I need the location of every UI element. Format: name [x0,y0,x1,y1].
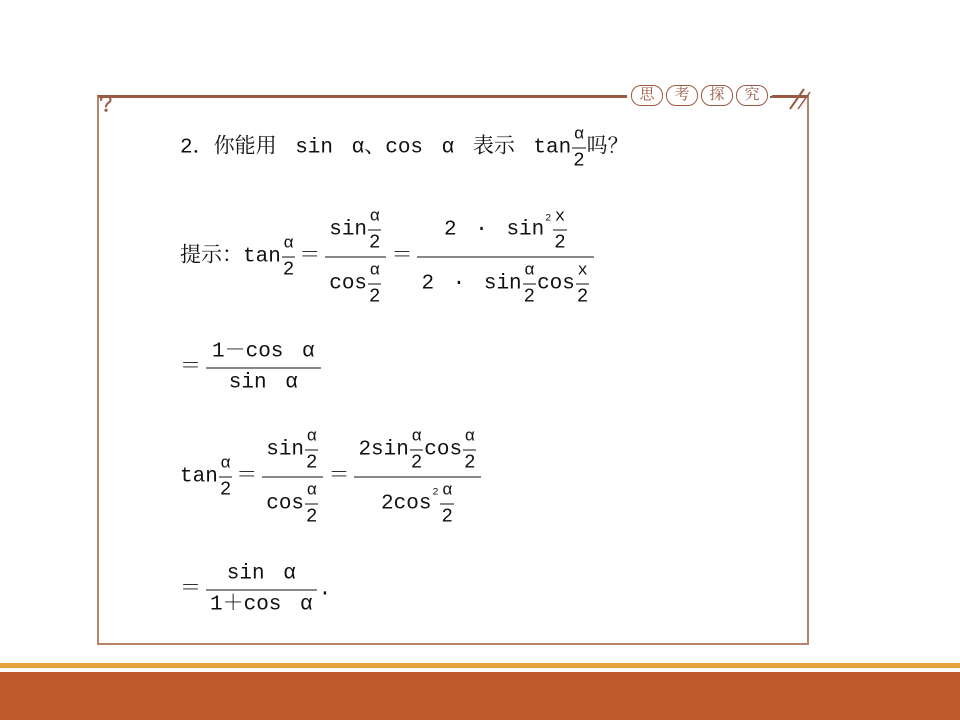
half-angle-fraction [368,261,381,308]
function-name: 2sin [358,438,409,461]
fraction-denominator: 2 [523,285,536,308]
fraction-denominator [354,478,481,528]
exponent: 2 [545,213,552,224]
fraction-denominator: 2 [306,505,318,528]
fraction-numerator: α [410,427,423,451]
fraction-denominator: 1＋cos α [210,593,313,617]
equals-sign: ＝ [180,578,201,601]
half-angle-fraction [553,207,566,254]
identity-line [180,427,483,528]
fraction-denominator [417,258,594,308]
expanded-fraction [354,427,481,528]
half-angle-fraction [305,481,318,528]
question-line [180,125,629,172]
result-line-2 [180,563,331,618]
fraction-numerator: x [576,261,589,285]
function-name: cos [424,438,463,461]
equals-sign: ＝ [180,356,201,379]
expanded-fraction [417,207,594,308]
function-name: tan [180,465,218,488]
sin-over-cos-fraction [325,207,386,308]
slash-decoration-icon [770,84,814,112]
function-name: sin [266,438,305,461]
function-name: cos [537,272,575,295]
fraction-numerator [417,207,594,258]
half-angle-fraction [572,125,585,172]
fraction-numerator: α [219,454,232,478]
result-fraction [206,563,317,618]
fraction-numerator: x [553,207,566,231]
exponent: 2 [432,487,439,498]
fraction-denominator: 2 [369,231,381,254]
half-angle-fraction [523,261,536,308]
question-text: 2．你能用 sin α、cos α 表示 tan [180,136,572,159]
fraction-numerator [262,427,323,478]
footer-accent-line [0,663,960,668]
denominator-prefix: 2cos [381,492,432,515]
half-angle-fraction [576,261,589,308]
fraction-numerator: α [282,234,295,258]
equals-sign: ＝ [299,245,321,268]
fraction-denominator [325,258,386,308]
section-label-char: 探 [701,85,733,106]
fraction-denominator: 2 [441,505,453,528]
function-name: cos [329,272,368,295]
fraction-denominator: 2 [464,451,476,474]
fraction-numerator [354,427,481,478]
fraction-numerator: α [368,207,381,231]
fraction-numerator: 1－cos α [206,341,321,369]
function-name: cos [266,492,305,515]
equals-sign: ＝ [391,245,413,268]
fraction-denominator: 2 [573,149,585,172]
end-period: . [318,578,332,601]
equals-sign: ＝ [328,465,350,488]
fraction-numerator: α [572,125,585,149]
fraction-denominator: sin α [228,371,298,395]
fraction-denominator: 2 [554,231,566,254]
half-angle-fraction [282,234,295,281]
fraction-numerator: α [368,261,381,285]
question-tail: 吗？ [586,136,629,159]
section-label-char: 思 [631,85,663,106]
result-fraction [206,341,321,396]
fraction-numerator: α [523,261,536,285]
equals-sign: ＝ [236,465,258,488]
fraction-denominator: 2 [282,258,295,281]
fraction-numerator: α [305,427,318,451]
fraction-denominator: 2 [410,451,423,474]
fraction-denominator: 2 [306,451,318,474]
fraction-denominator [262,478,323,528]
fraction-numerator: α [305,481,318,505]
hint-line [180,207,596,308]
fraction-numerator: α [440,481,453,505]
half-angle-fraction [305,427,318,474]
section-label-char: 考 [666,85,698,106]
section-label-char: 究 [736,85,768,106]
footer-bar [0,672,960,720]
denominator-prefix: 2 · sin [421,272,522,295]
half-angle-fraction [368,207,381,254]
fraction-numerator [325,207,386,258]
half-angle-fraction [219,454,232,501]
fraction-numerator: α [463,427,476,451]
section-label [627,85,772,106]
half-angle-fraction [440,481,453,528]
question-icon [95,93,117,113]
result-line-1 [180,341,323,396]
half-angle-fraction [463,427,476,474]
numerator-prefix: 2 · sin [444,218,545,241]
fraction-denominator: 2 [219,478,232,501]
fraction-denominator: 2 [369,285,381,308]
hint-label: 提示：tan [180,245,281,268]
fraction-numerator: sin α [206,563,317,591]
fraction-denominator: 2 [576,285,589,308]
half-angle-fraction [410,427,423,474]
sin-over-cos-fraction [262,427,323,528]
function-name: sin [329,218,368,241]
